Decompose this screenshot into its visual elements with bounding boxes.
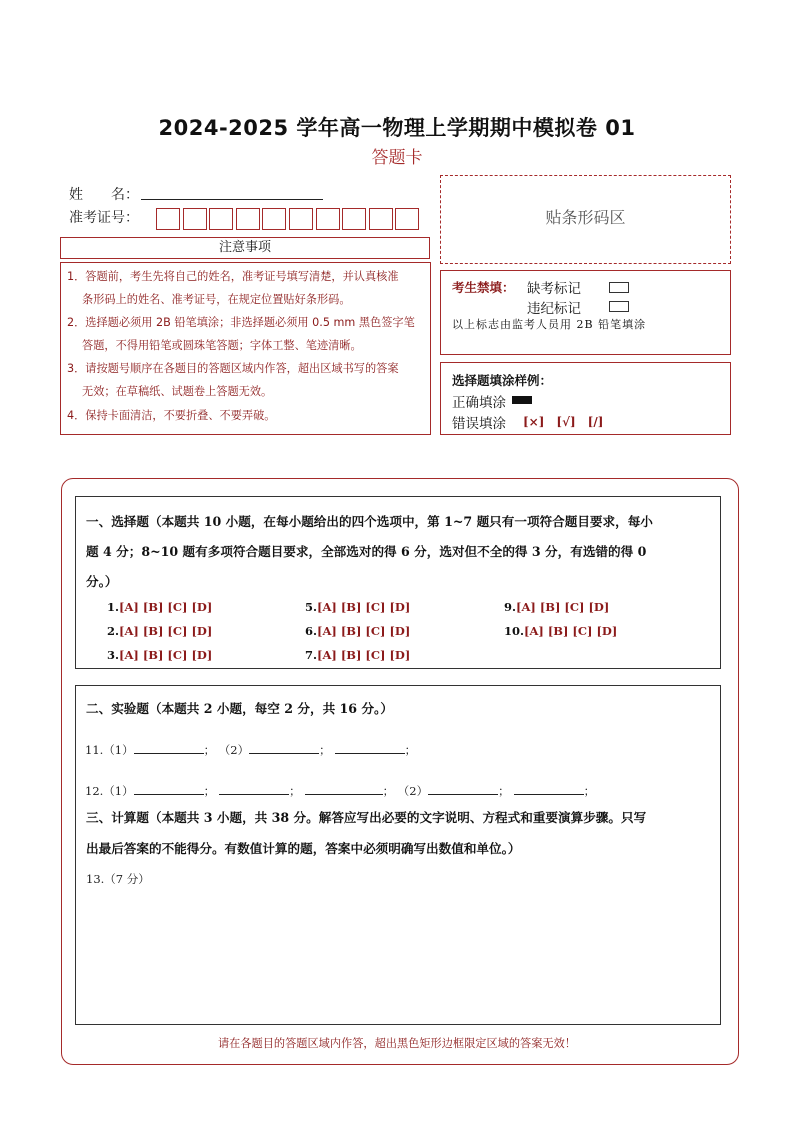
notice-heading: 注意事项 bbox=[60, 237, 430, 259]
id-digit-box[interactable] bbox=[342, 208, 366, 230]
choice-question-7[interactable]: 7.[A] [B] [C] [D] bbox=[305, 648, 411, 662]
answer-blank[interactable] bbox=[428, 784, 498, 795]
answer-blank[interactable] bbox=[305, 784, 383, 795]
correct-fill-label: 正确填涂 bbox=[452, 395, 506, 411]
notice-line: 条形码上的姓名、准考证号，在规定位置贴好条形码。 bbox=[82, 293, 351, 306]
violation-mark-box[interactable] bbox=[609, 301, 629, 312]
sample-title: 选择题填涂样例： bbox=[452, 373, 553, 388]
name-field[interactable] bbox=[141, 199, 323, 200]
barcode-area: 贴条形码区 bbox=[440, 175, 731, 264]
notice-line: 无效；在草稿纸、试题卷上答题无效。 bbox=[82, 385, 273, 398]
choice-options[interactable]: [A] [B] [C] [D] bbox=[516, 600, 610, 614]
section-choice bbox=[75, 496, 721, 669]
choice-question-9[interactable]: 9.[A] [B] [C] [D] bbox=[504, 600, 610, 614]
id-digit-box[interactable] bbox=[289, 208, 313, 230]
ban-note: 以上标志由监考人员用 2B 铅笔填涂 bbox=[452, 318, 647, 331]
choice-question-10[interactable]: 10.[A] [B] [C] [D] bbox=[504, 624, 618, 638]
id-digit-box[interactable] bbox=[395, 208, 419, 230]
absent-mark-box[interactable] bbox=[609, 282, 629, 293]
id-label: 准考证号： bbox=[69, 210, 139, 226]
answer-blank[interactable] bbox=[249, 743, 319, 754]
choice-options[interactable]: [A] [B] [C] [D] bbox=[524, 624, 618, 638]
id-digit-box[interactable] bbox=[262, 208, 286, 230]
answer-blank[interactable] bbox=[335, 743, 405, 754]
choice-question-3[interactable]: 3.[A] [B] [C] [D] bbox=[107, 648, 213, 662]
question-13-answer-area[interactable] bbox=[86, 892, 710, 1017]
notice-line: 3．请按题号顺序在各题目的答题区域内作答，超出区域书写的答案 bbox=[67, 362, 399, 375]
id-digit-box[interactable] bbox=[209, 208, 233, 230]
proctor-mark-box bbox=[440, 270, 731, 355]
absent-mark-label: 缺考标记 bbox=[527, 281, 581, 297]
notice-line: 4．保持卡面清洁，不要折叠、不要弄破。 bbox=[67, 409, 276, 422]
choice-question-2[interactable]: 2.[A] [B] [C] [D] bbox=[107, 624, 213, 638]
notice-box bbox=[60, 262, 431, 435]
id-digit-box[interactable] bbox=[156, 208, 180, 230]
question-11: 11.（1） ； （2） ； ； bbox=[85, 743, 417, 757]
notice-line: 1．答题前，考生先将自己的姓名，准考证号填写清楚，并认真核准 bbox=[67, 270, 399, 283]
choice-options[interactable]: [A] [B] [C] [D] bbox=[317, 624, 411, 638]
fill-sample-box bbox=[440, 362, 731, 435]
choice-options[interactable]: [A] [B] [C] [D] bbox=[317, 600, 411, 614]
footer-warning: 请在各题目的答题区域内作答，超出黑色矩形边框限定区域的答案无效！ bbox=[217, 1037, 576, 1050]
wrong-fill-label: 错误填涂 bbox=[452, 416, 506, 432]
choice-options[interactable]: [A] [B] [C] [D] bbox=[119, 600, 213, 614]
id-number-boxes[interactable] bbox=[156, 208, 422, 230]
page-title: 2024-2025 学年高一物理上学期期中模拟卷 01 bbox=[158, 116, 636, 140]
violation-mark-label: 违纪标记 bbox=[527, 301, 581, 317]
question-12: 12.（1） ； ； ； （2） ； ； bbox=[85, 784, 596, 798]
choice-question-5[interactable]: 5.[A] [B] [C] [D] bbox=[305, 600, 411, 614]
notice-line: 2．选择题必须用 2B 铅笔填涂；非选择题必须用 0.5 mm 黑色签字笔 bbox=[67, 316, 415, 329]
choice-options[interactable]: [A] [B] [C] [D] bbox=[317, 648, 411, 662]
correct-fill-swatch bbox=[512, 396, 532, 404]
id-digit-box[interactable] bbox=[236, 208, 260, 230]
notice-line: 答题，不得用铅笔或圆珠笔答题；字体工整、笔迹清晰。 bbox=[82, 339, 362, 352]
choice-options[interactable]: [A] [B] [C] [D] bbox=[119, 648, 213, 662]
answer-blank[interactable] bbox=[219, 784, 289, 795]
choice-options[interactable]: [A] [B] [C] [D] bbox=[119, 624, 213, 638]
id-digit-box[interactable] bbox=[183, 208, 207, 230]
section3-line: 出最后答案的不能得分。有数值计算的题，答案中必须明确写出数值和单位。） bbox=[86, 841, 521, 856]
section1-line: 一、选择题（本题共 10 小题，在每小题给出的四个选项中，第 1~7 题只有一项符合题目要求，每小 bbox=[86, 514, 653, 529]
name-label: 姓 名： bbox=[69, 187, 139, 203]
choice-question-1[interactable]: 1.[A] [B] [C] [D] bbox=[107, 600, 213, 614]
question-13-label: 13.（7 分） bbox=[86, 872, 150, 886]
section2-heading: 二、实验题（本题共 2 小题，每空 2 分，共 16 分。） bbox=[86, 701, 393, 716]
wrong-fill-marks: [×] [√] [/] bbox=[523, 415, 604, 429]
id-digit-box[interactable] bbox=[316, 208, 340, 230]
section-experiment-calc bbox=[75, 685, 721, 1025]
choice-question-6[interactable]: 6.[A] [B] [C] [D] bbox=[305, 624, 411, 638]
section1-line: 题 4 分；8~10 题有多项符合题目要求，全部选对的得 6 分，选对但不全的得 3 分，有选错的得 0 bbox=[86, 544, 647, 559]
id-digit-box[interactable] bbox=[369, 208, 393, 230]
ban-label: 考生禁填： bbox=[452, 280, 515, 295]
answer-blank[interactable] bbox=[514, 784, 584, 795]
section3-line: 三、计算题（本题共 3 小题，共 38 分。解答应写出必要的文字说明、方程式和重要演算步骤。只写 bbox=[86, 810, 647, 825]
page-subtitle: 答题卡 bbox=[371, 148, 423, 168]
answer-blank[interactable] bbox=[134, 743, 204, 754]
answer-blank[interactable] bbox=[134, 784, 204, 795]
section1-line: 分。） bbox=[86, 574, 118, 589]
